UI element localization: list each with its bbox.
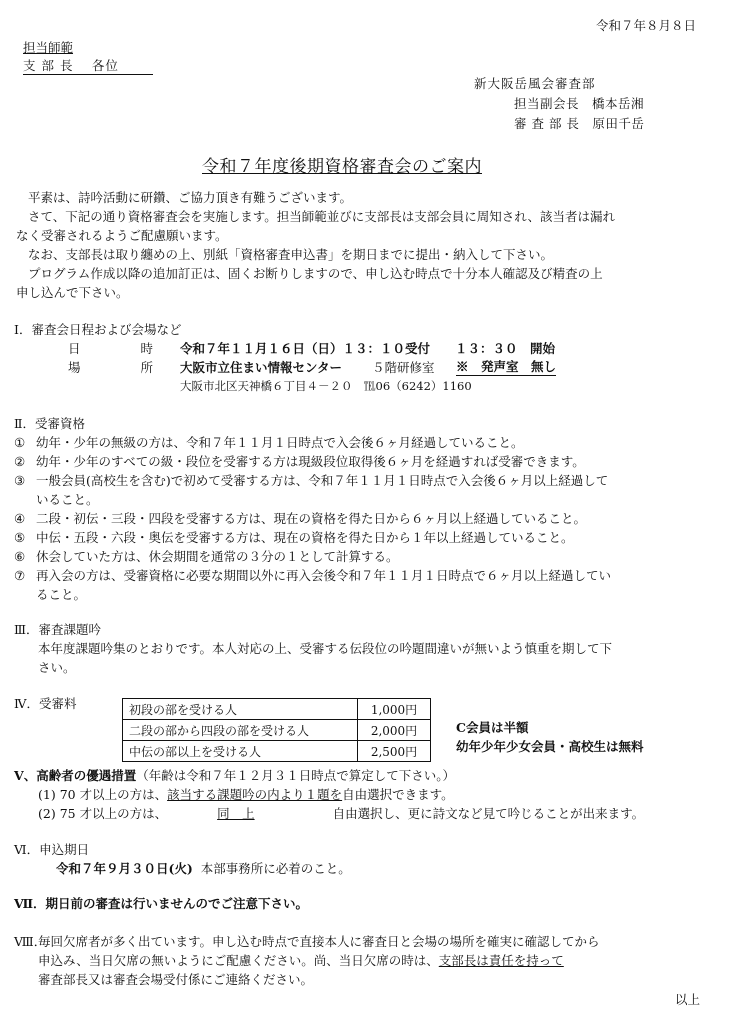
fee-note-c-member: C会員は半額 xyxy=(456,720,529,735)
section-5-heading: Ⅴ、高齢者の優遇措置（年齢は令和７年１２月３１日時点で算定して下さい。） xyxy=(14,768,455,783)
qualification-item: ③ 一般会員(高校生を含む)で初めて受審する方は、令和７年１１月１日時点で入会後６ヶ月以上経過して xyxy=(14,473,609,488)
schedule-date-label: 日時 xyxy=(68,341,214,356)
sender-signer-2: 審 査 部 長 原田千岳 xyxy=(514,116,645,131)
fee-label: 初段の部を受ける人 xyxy=(123,699,358,720)
schedule-address: 大阪市北区天神橋６丁目４－２０ ℡06（6242）1160 xyxy=(180,379,472,393)
section-3-text-1: 本年度課題吟集のとおりです。本人対応の上、受審する伝段位の吟題間違いが無いよう慎重を期して下 xyxy=(38,641,613,656)
closing-text: 以上 xyxy=(674,992,700,1007)
section-4-heading: Ⅳ．受審料 xyxy=(14,696,77,711)
qualification-item: いること。 xyxy=(35,492,99,507)
intro-line-3: なく受審されるようご配慮願います。 xyxy=(16,228,228,243)
schedule-date-value: 令和７年１１月１６日（日）１３：１０受付 １３：３０ 開始 xyxy=(180,341,556,356)
fee-label: 中伝の部以上を受ける人 xyxy=(123,741,358,762)
qualification-item: ⑤ 中伝・五段・六段・奥伝を受審する方は、現在の資格を得た日から１年以上経過していること。 xyxy=(14,530,574,545)
intro-line-1: 平素は、詩吟活動に研鑽、ご協力頂き有難うございます。 xyxy=(28,190,353,205)
document-date: 令和７年８月８日 xyxy=(595,18,696,33)
sender-organization: 新大阪岳風会審査部 xyxy=(474,76,596,91)
deadline-line: 令和７年９月３０日(火) 本部事務所に必着のこと。 xyxy=(56,861,351,876)
section-6-heading: Ⅵ．申込期日 xyxy=(14,842,90,857)
section-8-text-2: 申込み、当日欠席の無いようにご配慮ください。尚、当日欠席の時は、支部長は責任を持って xyxy=(38,953,564,968)
qualification-item: ⑥ 休会していた方は、休会期間を通常の３分の１として計算する。 xyxy=(14,549,399,564)
schedule-place-note: ※ 発声室 無し xyxy=(456,359,557,374)
qualification-item: ① 幼年・少年の無級の方は、令和７年１１月１日時点で入会後６ヶ月経過していること。 xyxy=(14,435,524,450)
section-8-text-1: 毎回欠席者が多く出ています。申し込む時点で直接本人に審査日と会場の場所を確実に確認してから xyxy=(38,934,600,949)
qualification-item: ② 幼年・少年のすべての級・段位を受審する方は現級段位取得後６ヶ月を経過すれば受審できます。 xyxy=(14,454,585,469)
qualification-item: ⑦ 再入会の方は、受審資格に必要な期間以外に再入会後令和７年１１月１日時点で６ヶ月以上経過してい xyxy=(14,568,611,583)
section-8-text-3: 審査部長又は審査会場受付係にご連絡ください。 xyxy=(38,972,314,987)
section-1-heading: Ⅰ．審査会日程および会場など xyxy=(14,322,182,337)
table-row xyxy=(123,720,431,741)
sender-signer-1: 担当副会長 橋本岳湘 xyxy=(514,96,645,111)
fee-note-free: 幼年少年少女会員・高校生は無料 xyxy=(456,739,644,754)
fee-label: 二段の部から四段の部を受ける人 xyxy=(123,720,358,741)
section-2-heading: Ⅱ．受審資格 xyxy=(14,416,85,431)
section-3-text-2: さい。 xyxy=(38,660,76,675)
document-title: 令和７年度後期資格審査会のご案内 xyxy=(202,157,482,177)
recipient-line-2: 支 部 長 各位 xyxy=(23,56,153,75)
table-row xyxy=(123,741,431,762)
section-8-heading: Ⅷ． xyxy=(14,934,47,949)
intro-line-5: プログラム作成以降の追加訂正は、固くお断りしますので、申し込む時点で十分本人確認及び精査の上 xyxy=(28,266,603,281)
schedule-place-floor: ５階研修室 xyxy=(372,360,435,375)
intro-line-2: さて、下記の通り資格審査会を実施します。担当師範並びに支部長は支部会員に周知され、該当者は漏れ xyxy=(28,209,616,224)
recipient-line-1: 担当師範 xyxy=(23,40,74,55)
table-row xyxy=(123,699,431,720)
fee-amount: 1,000円 xyxy=(358,699,431,720)
fee-table xyxy=(122,698,431,762)
section-7-heading: Ⅶ．期日前の審査は行いませんのでご注意下さい。 xyxy=(14,896,309,911)
fee-amount: 2,500円 xyxy=(358,741,431,762)
section-3-heading: Ⅲ．審査課題吟 xyxy=(14,622,102,637)
elderly-item-1: (1) 70 才以上の方は、該当する課題吟の内より１題を自由選択できます。 xyxy=(38,787,454,802)
elderly-item-2: (2) 75 才以上の方は、 同 上 自由選択し、更に詩文など見て吟じることが出来ます。 xyxy=(38,806,645,821)
qualification-item: ④ 二段・初伝・三段・四段を受審する方は、現在の資格を得た日から６ヶ月以上経過していること。 xyxy=(14,511,586,526)
qualification-item: ること。 xyxy=(35,587,86,602)
intro-line-4: なお、支部長は取り纏めの上、別紙「資格審査申込書」を期日までに提出・納入して下さい。 xyxy=(28,247,554,262)
intro-line-6: 申し込んで下さい。 xyxy=(16,285,129,300)
fee-amount: 2,000円 xyxy=(358,720,431,741)
schedule-place-label: 場所 xyxy=(68,360,214,375)
schedule-place-value: 大阪市立住まい情報センター xyxy=(180,360,343,375)
